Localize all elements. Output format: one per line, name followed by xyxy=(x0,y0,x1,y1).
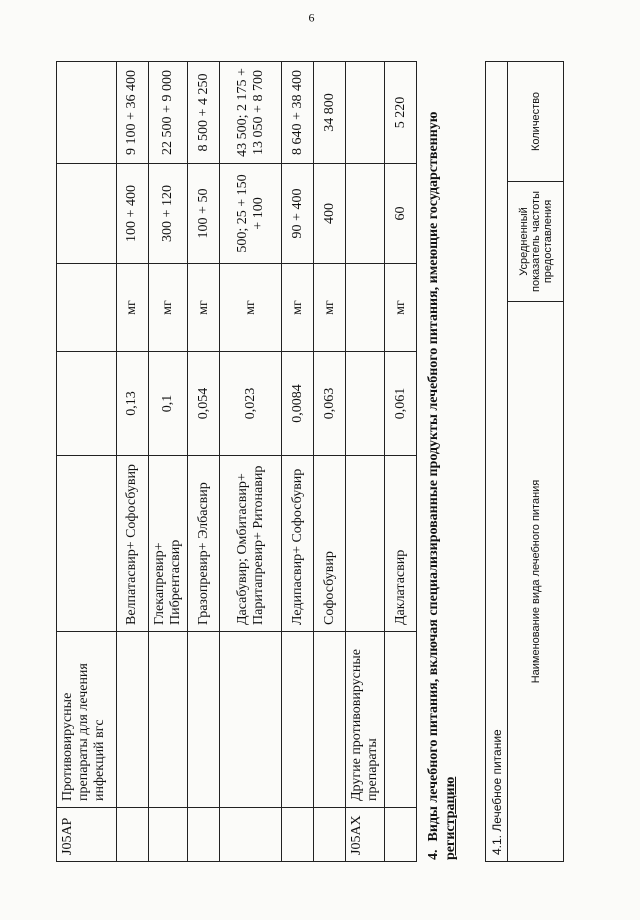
table-row xyxy=(188,62,220,862)
drug-table xyxy=(56,61,417,862)
drug-group-cell xyxy=(282,632,314,808)
daily-dose-cell: 100 + 400 xyxy=(117,164,149,264)
unit-cell xyxy=(346,264,385,352)
frequency-cell: 0,13 xyxy=(117,352,149,456)
drug-name-cell: Глекапревир+ Пибрентасвир xyxy=(149,456,188,632)
frequency-cell: 0,054 xyxy=(188,352,220,456)
atc-code-cell: J05AP xyxy=(57,808,117,862)
table-row xyxy=(282,62,314,862)
daily-dose-cell: 400 xyxy=(314,164,346,264)
table-row xyxy=(346,62,385,862)
course-dose-cell: 34 800 xyxy=(314,62,346,164)
drug-group-cell: Другие противовирусные препараты xyxy=(346,632,385,808)
section-4-title: Виды лечебного питания, включая специализированные продукты лечебного питания, имеющие государственную xyxy=(426,111,441,842)
frequency-cell: 0,023 xyxy=(220,352,282,456)
header-frequency: Усредненный показатель частоты предоставления xyxy=(508,182,564,302)
frequency-cell: 0,1 xyxy=(149,352,188,456)
unit-cell: мг xyxy=(314,264,346,352)
daily-dose-cell xyxy=(57,164,117,264)
drug-group-cell xyxy=(385,632,417,808)
unit-cell: мг xyxy=(149,264,188,352)
atc-code-cell xyxy=(314,808,346,862)
drug-name-cell: Гразопревир+ Элбасвир xyxy=(188,456,220,632)
header-quantity: Количество xyxy=(508,61,564,181)
atc-code-cell xyxy=(282,808,314,862)
drug-group-cell: Противовирусные препараты для лечения инфекций вгс xyxy=(57,632,117,808)
drug-group-cell xyxy=(117,632,149,808)
frequency-cell xyxy=(346,352,385,456)
drug-name-cell: Велпатасвир+ Софосбувир xyxy=(117,456,149,632)
drug-group-cell xyxy=(188,632,220,808)
nutrition-table xyxy=(485,61,564,862)
page-number: 6 xyxy=(308,10,315,25)
frequency-cell: 0,0084 xyxy=(282,352,314,456)
section-4-title-continued: регистрацию xyxy=(442,776,458,860)
course-dose-cell: 22 500 + 9 000 xyxy=(149,62,188,164)
course-dose-cell: 8 640 + 38 400 xyxy=(282,62,314,164)
drug-name-cell xyxy=(346,456,385,632)
unit-cell: мг xyxy=(220,264,282,352)
atc-code-cell xyxy=(149,808,188,862)
daily-dose-cell: 90 + 400 xyxy=(282,164,314,264)
drug-name-cell: Дасабувир; Омбитасвир+ Паритапревир+ Ритонавир xyxy=(220,456,282,632)
course-dose-cell: 43 500; 2 175 + 13 050 + 8 700 xyxy=(220,62,282,164)
unit-cell xyxy=(57,264,117,352)
frequency-cell xyxy=(57,352,117,456)
course-dose-cell: 9 100 + 36 400 xyxy=(117,62,149,164)
atc-code-cell xyxy=(385,808,417,862)
section-4-heading: 4.Виды лечебного питания, включая специализированные продукты лечебного питания, имеющие государственную регистрацию xyxy=(426,111,458,860)
table-row xyxy=(385,62,417,862)
unit-cell: мг xyxy=(188,264,220,352)
unit-cell: мг xyxy=(117,264,149,352)
unit-cell: мг xyxy=(282,264,314,352)
course-dose-cell: 5 220 xyxy=(385,62,417,164)
table-row xyxy=(57,62,117,862)
atc-code-cell xyxy=(220,808,282,862)
drug-name-cell: Софосбувир xyxy=(314,456,346,632)
drug-name-cell: Даклатасвир xyxy=(385,456,417,632)
table-row xyxy=(149,62,188,862)
unit-cell: мг xyxy=(385,264,417,352)
daily-dose-cell xyxy=(346,164,385,264)
course-dose-cell xyxy=(346,62,385,164)
header-nutrition-name: Наименование вида лечебного питания xyxy=(508,302,564,862)
drug-name-cell xyxy=(57,456,117,632)
frequency-cell: 0,061 xyxy=(385,352,417,456)
course-dose-cell xyxy=(57,62,117,164)
nutrition-table-title: 4.1. Лечебное питание xyxy=(486,61,508,861)
drug-name-cell: Ледипасвир+ Софосбувир xyxy=(282,456,314,632)
daily-dose-cell: 500; 25 + 150 + 100 xyxy=(220,164,282,264)
table-row xyxy=(220,62,282,862)
frequency-cell: 0,063 xyxy=(314,352,346,456)
course-dose-cell: 8 500 + 4 250 xyxy=(188,62,220,164)
atc-code-cell: J05AX xyxy=(346,808,385,862)
drug-group-cell xyxy=(314,632,346,808)
daily-dose-cell: 60 xyxy=(385,164,417,264)
daily-dose-cell: 300 + 120 xyxy=(149,164,188,264)
table-row xyxy=(117,62,149,862)
drug-group-cell xyxy=(220,632,282,808)
atc-code-cell xyxy=(188,808,220,862)
daily-dose-cell: 100 + 50 xyxy=(188,164,220,264)
atc-code-cell xyxy=(117,808,149,862)
drug-group-cell xyxy=(149,632,188,808)
table-row xyxy=(314,62,346,862)
